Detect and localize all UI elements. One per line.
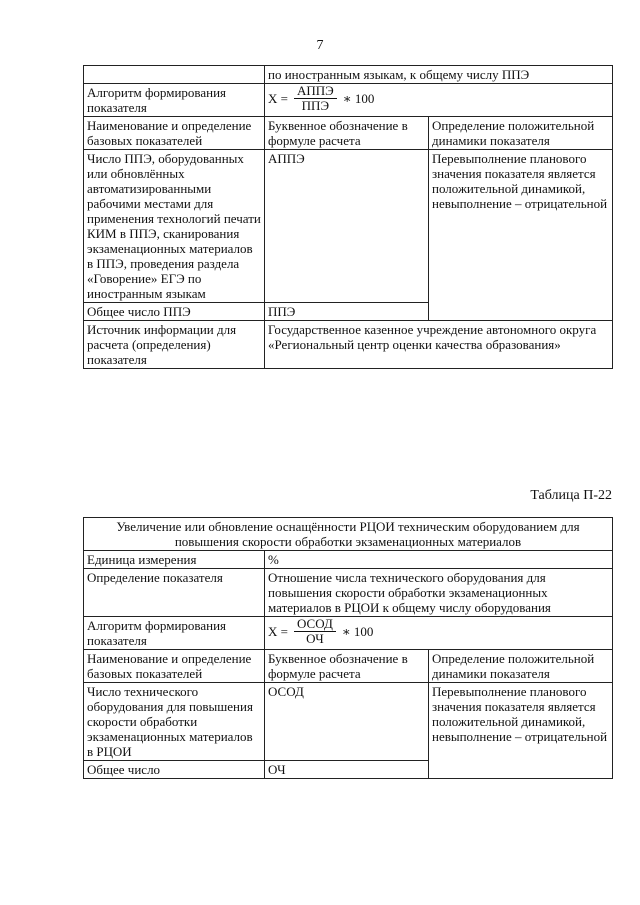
base-indicator-symbol: АППЭ [265, 150, 429, 303]
table-row [84, 84, 613, 117]
base-indicator-symbol: ОЧ [265, 761, 429, 779]
formula-numerator: ОСОД [294, 617, 336, 632]
definition-label: Определение показателя [84, 569, 265, 617]
table-caption: Таблица П-22 [530, 488, 612, 503]
unit-value: % [265, 551, 613, 569]
algorithm-label: Алгоритм формирования показателя [84, 617, 265, 650]
base-indicator-name: Число технического оборудования для повышения скорости обработки экзаменационных материалов в РЦОИ [84, 683, 265, 761]
base-indicator-symbol: ППЭ [265, 303, 429, 321]
indicator-table-continued [83, 65, 613, 369]
formula [268, 617, 373, 646]
formula-denominator: ППЭ [301, 98, 330, 113]
table-row [84, 321, 613, 369]
table-row [84, 551, 613, 569]
unit-label: Единица измерения [84, 551, 265, 569]
formula-numerator: АППЭ [294, 84, 337, 99]
formula-lhs: X = [268, 624, 288, 639]
table-title: Увеличение или обновление оснащённости РЦОИ техническим оборудованием для повышения скорости обработки экзаменационных материалов [84, 518, 613, 551]
header-symbol: Буквенное обозначение в формуле расчета [265, 650, 429, 683]
source-label: Источник информации для расчета (определения) показателя [84, 321, 265, 369]
table-row [84, 617, 613, 650]
header-name: Наименование и определение базовых показателей [84, 117, 265, 150]
header-symbol: Буквенное обозначение в формуле расчета [265, 117, 429, 150]
base-indicator-name: Общее число ППЭ [84, 303, 265, 321]
header-name: Наименование и определение базовых показателей [84, 650, 265, 683]
formula-cell [265, 617, 613, 650]
formula-tail: ∗ 100 [342, 91, 375, 106]
definition-value: Отношение числа технического оборудования для повышения скорости обработки экзаменационных материалов в РЦОИ к общему числу оборудования [265, 569, 613, 617]
table-row [84, 66, 613, 84]
table-title-row [84, 518, 613, 551]
table-row [84, 150, 613, 303]
indicator-table [83, 517, 613, 779]
header-dynamics: Определение положительной динамики показателя [429, 117, 613, 150]
formula-fraction [294, 84, 337, 113]
formula-cell [265, 84, 613, 117]
base-indicator-name: Общее число [84, 761, 265, 779]
continuation-text: по иностранным языкам, к общему числу ППЭ [265, 66, 613, 84]
base-indicator-symbol: ОСОД [265, 683, 429, 761]
table-header-row [84, 117, 613, 150]
source-value: Государственное казенное учреждение автономного округа «Региональный центр оценки качества образования» [265, 321, 613, 369]
table-row [84, 569, 613, 617]
page-number: 7 [316, 38, 324, 53]
empty-cell [84, 66, 265, 84]
formula-fraction [294, 617, 336, 646]
header-dynamics: Определение положительной динамики показателя [429, 650, 613, 683]
table-row [84, 683, 613, 761]
base-indicator-dynamics: Перевыполнение планового значения показателя является положительной динамикой, невыполнение – отрицательной [429, 683, 613, 779]
algorithm-label: Алгоритм формирования показателя [84, 84, 265, 117]
formula [268, 84, 374, 113]
formula-denominator: ОЧ [306, 631, 324, 646]
base-indicator-dynamics: Перевыполнение планового значения показателя является положительной динамикой, невыполнение – отрицательной [429, 150, 613, 321]
table-header-row [84, 650, 613, 683]
formula-tail: ∗ 100 [341, 624, 374, 639]
base-indicator-name: Число ППЭ, оборудованных или обновлённых автоматизированными рабочими местами для применения технологий печати КИМ в ППЭ, сканирования экзаменационных материалов в ППЭ, проведения раздела «Говорение» ЕГЭ по иностранным языкам [84, 150, 265, 303]
formula-lhs: X = [268, 91, 288, 106]
